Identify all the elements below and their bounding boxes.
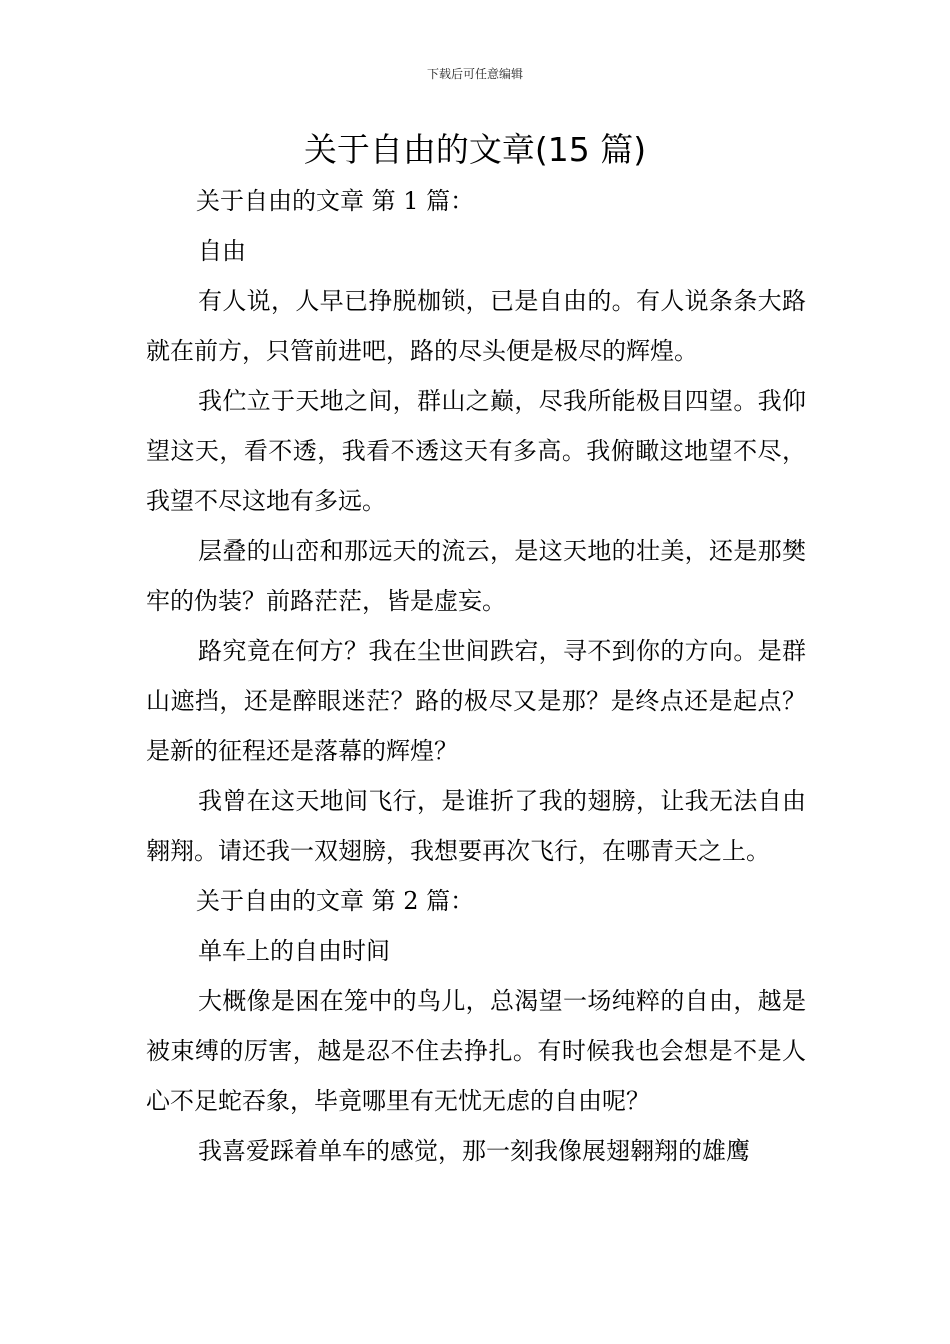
document-body [146,176,806,1176]
document-title: 关于自由的文章(15 篇) [303,130,647,169]
paragraph: 我曾在这天地间飞行，是谁折了我的翅膀，让我无法自由翱翔。请还我一双翅膀，我想要再次飞行，在哪青天之上。 [146,787,806,865]
section-heading-1: 关于自由的文章 第 1 篇： [196,187,475,215]
paragraph: 有人说，人早已挣脱枷锁，已是自由的。有人说条条大路就在前方，只管前进吧，路的尽头便是极尽的辉煌。 [146,287,806,365]
paragraph: 路究竟在何方？我在尘世间跌宕，寻不到你的方向。是群山遮挡，还是醉眼迷茫？路的极尽又是那？是终点还是起点？是新的征程还是落幕的辉煌？ [146,637,806,765]
header-note: 下载后可任意编辑 [426,67,523,81]
paragraph: 我伫立于天地之间，群山之巅，尽我所能极目四望。我仰望这天，看不透，我看不透这天有多高。我俯瞰这地望不尽，我望不尽这地有多远。 [146,387,806,515]
section-heading-2: 关于自由的文章 第 2 篇： [196,887,475,915]
paragraph: 大概像是困在笼中的鸟儿，总渴望一场纯粹的自由，越是被束缚的厉害，越是忍不住去挣扎。有时候我也会想是不是人心不足蛇吞象，毕竟哪里有无忧无虑的自由呢？ [146,987,806,1115]
paragraph: 我喜爱踩着单车的感觉，那一刻我像展翅翱翔的雄鹰 [198,1137,750,1165]
article-subtitle-1: 自由 [198,237,246,265]
article-subtitle-2: 单车上的自由时间 [198,937,390,965]
paragraph: 层叠的山峦和那远天的流云，是这天地的壮美，还是那樊牢的伪装？前路茫茫，皆是虚妄。 [146,537,806,615]
